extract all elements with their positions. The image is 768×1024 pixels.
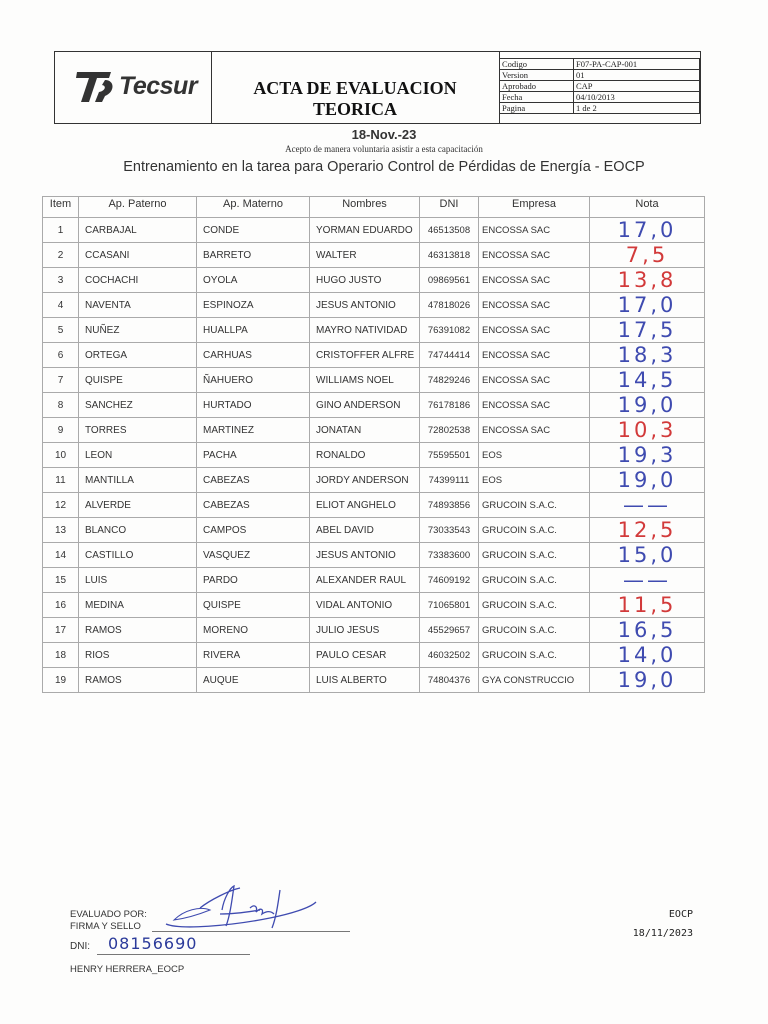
meta-value: 1 de 2 [574, 103, 700, 114]
column-header-materno: Ap. Materno [197, 197, 310, 218]
cell-nota: 12,5 [590, 518, 705, 543]
cell-empresa: GRUCOIN S.A.C. [479, 568, 590, 593]
cell-nota: 17,5 [590, 318, 705, 343]
column-header-dni: DNI [420, 197, 479, 218]
table-row [43, 568, 705, 593]
cell-empresa: ENCOSSA SAC [479, 368, 590, 393]
cell-dni: 46032502 [420, 643, 479, 668]
cell-paterno: CARBAJAL [79, 218, 197, 243]
cell-nota: 15,0 [590, 543, 705, 568]
document-title-line1: ACTA DE EVALUACION [253, 78, 457, 98]
table-row [43, 368, 705, 393]
cell-nombres: MAYRO NATIVIDAD [310, 318, 420, 343]
cell-empresa: GRUCOIN S.A.C. [479, 493, 590, 518]
cell-nota: 13,8 [590, 268, 705, 293]
cell-empresa: GRUCOIN S.A.C. [479, 593, 590, 618]
cell-nombres: LUIS ALBERTO [310, 668, 420, 693]
cell-nota: 19,0 [590, 393, 705, 418]
table-row [43, 518, 705, 543]
training-title: Entrenamiento en la tarea para Operario Control de Pérdidas de Energía - EOCP [123, 159, 645, 175]
cell-item: 12 [43, 493, 79, 518]
cell-paterno: LUIS [79, 568, 197, 593]
cell-dni: 74893856 [420, 493, 479, 518]
cell-materno: ÑAHUERO [197, 368, 310, 393]
table-row [43, 493, 705, 518]
cell-empresa: ENCOSSA SAC [479, 318, 590, 343]
cell-materno: CABEZAS [197, 468, 310, 493]
cell-nombres: ALEXANDER RAUL [310, 568, 420, 593]
meta-value: 04/10/2013 [574, 92, 700, 103]
cell-materno: HURTADO [197, 393, 310, 418]
meta-key: Codigo [500, 59, 574, 70]
cell-paterno: MANTILLA [79, 468, 197, 493]
cell-materno: BARRETO [197, 243, 310, 268]
cell-dni: 74744414 [420, 343, 479, 368]
cell-empresa: ENCOSSA SAC [479, 393, 590, 418]
cell-nombres: JESUS ANTONIO [310, 543, 420, 568]
footer-code: EOCP [668, 909, 693, 920]
cell-materno: HUALLPA [197, 318, 310, 343]
meta-key: Pagina [500, 103, 574, 114]
table-row [43, 343, 705, 368]
cell-nombres: ABEL DAVID [310, 518, 420, 543]
column-header-item: Item [43, 197, 79, 218]
cell-nota: 19,3 [590, 443, 705, 468]
cell-item: 13 [43, 518, 79, 543]
document-title-line2: TEORICA [312, 99, 397, 119]
meta-value: CAP [574, 81, 700, 92]
table-row [43, 393, 705, 418]
column-header-nota: Nota [590, 197, 705, 218]
cell-nota: 14,5 [590, 368, 705, 393]
cell-dni: 09869561 [420, 268, 479, 293]
tecsur-logo-icon [75, 66, 119, 106]
cell-dni: 45529657 [420, 618, 479, 643]
cell-paterno: SANCHEZ [79, 393, 197, 418]
cell-item: 6 [43, 343, 79, 368]
cell-nombres: CRISTOFFER ALFRE [310, 343, 420, 368]
cell-paterno: NUÑEZ [79, 318, 197, 343]
cell-nota: 17,0 [590, 293, 705, 318]
cell-item: 2 [43, 243, 79, 268]
cell-materno: RIVERA [197, 643, 310, 668]
cell-nombres: JULIO JESUS [310, 618, 420, 643]
cell-empresa: ENCOSSA SAC [479, 418, 590, 443]
cell-empresa: ENCOSSA SAC [479, 343, 590, 368]
cell-paterno: CCASANI [79, 243, 197, 268]
cell-nombres: JESUS ANTONIO [310, 293, 420, 318]
session-date: 18-Nov.-23 [351, 127, 417, 142]
cell-materno: AUQUE [197, 668, 310, 693]
cell-paterno: ORTEGA [79, 343, 197, 368]
column-header-empresa: Empresa [479, 197, 590, 218]
cell-nombres: GINO ANDERSON [310, 393, 420, 418]
cell-nombres: PAULO CESAR [310, 643, 420, 668]
cell-nombres: WILLIAMS NOEL [310, 368, 420, 393]
cell-dni: 74804376 [420, 668, 479, 693]
cell-nombres: YORMAN EDUARDO [310, 218, 420, 243]
cell-materno: CONDE [197, 218, 310, 243]
logo-cell [55, 52, 212, 123]
cell-paterno: QUISPE [79, 368, 197, 393]
cell-item: 9 [43, 418, 79, 443]
meta-value: 01 [574, 70, 700, 81]
table-row [43, 318, 705, 343]
table-row [43, 543, 705, 568]
logo-text: Tecsur [119, 72, 198, 100]
cell-materno: ESPINOZA [197, 293, 310, 318]
column-header-paterno: Ap. Paterno [79, 197, 197, 218]
cell-dni: 46313818 [420, 243, 479, 268]
cell-item: 1 [43, 218, 79, 243]
signature-label: FIRMA Y SELLO [70, 921, 141, 932]
meta-key: Fecha [500, 92, 574, 103]
cell-empresa: GRUCOIN S.A.C. [479, 643, 590, 668]
cell-dni: 72802538 [420, 418, 479, 443]
meta-key: Aprobado [500, 81, 574, 92]
consent-statement: Acepto de manera voluntaria asistir a esta capacitación [285, 144, 483, 154]
evaluation-table [42, 196, 705, 693]
evaluator-dni: 08156690 [108, 934, 198, 953]
table-header-row [43, 197, 705, 218]
meta-row [500, 81, 700, 92]
meta-key: Version [500, 70, 574, 81]
document-header [54, 51, 701, 124]
table-row [43, 218, 705, 243]
cell-nota: 10,3 [590, 418, 705, 443]
table-row [43, 293, 705, 318]
cell-empresa: GRUCOIN S.A.C. [479, 618, 590, 643]
cell-paterno: RIOS [79, 643, 197, 668]
cell-dni: 73033543 [420, 518, 479, 543]
cell-paterno: COCHACHI [79, 268, 197, 293]
cell-nombres: ELIOT ANGHELO [310, 493, 420, 518]
cell-item: 4 [43, 293, 79, 318]
cell-nombres: WALTER [310, 243, 420, 268]
title-cell [211, 52, 500, 123]
table-row [43, 268, 705, 293]
meta-row [500, 59, 700, 70]
evaluated-by-label: EVALUADO POR: [70, 909, 147, 920]
cell-nombres: JORDY ANDERSON [310, 468, 420, 493]
cell-nota: 14,0 [590, 643, 705, 668]
cell-dni: 74399111 [420, 468, 479, 493]
meta-row [500, 103, 700, 114]
cell-nota: 19,0 [590, 468, 705, 493]
cell-materno: QUISPE [197, 593, 310, 618]
cell-empresa: EOS [479, 468, 590, 493]
cell-dni: 73383600 [420, 543, 479, 568]
cell-dni: 76391082 [420, 318, 479, 343]
cell-dni: 47818026 [420, 293, 479, 318]
meta-row [500, 92, 700, 103]
cell-item: 8 [43, 393, 79, 418]
cell-paterno: CASTILLO [79, 543, 197, 568]
cell-materno: MORENO [197, 618, 310, 643]
cell-materno: VASQUEZ [197, 543, 310, 568]
cell-nombres: RONALDO [310, 443, 420, 468]
cell-materno: OYOLA [197, 268, 310, 293]
cell-nota: 16,5 [590, 618, 705, 643]
cell-paterno: MEDINA [79, 593, 197, 618]
cell-empresa: ENCOSSA SAC [479, 218, 590, 243]
table-row [43, 418, 705, 443]
cell-item: 5 [43, 318, 79, 343]
table-body [43, 218, 705, 693]
cell-nota: 17,0 [590, 218, 705, 243]
cell-item: 15 [43, 568, 79, 593]
cell-empresa: ENCOSSA SAC [479, 293, 590, 318]
cell-materno: CAMPOS [197, 518, 310, 543]
cell-nota: 18,3 [590, 343, 705, 368]
cell-item: 11 [43, 468, 79, 493]
cell-paterno: NAVENTA [79, 293, 197, 318]
cell-materno: PACHA [197, 443, 310, 468]
table-row [43, 668, 705, 693]
signature-line [152, 931, 350, 932]
cell-paterno: RAMOS [79, 618, 197, 643]
cell-empresa: GRUCOIN S.A.C. [479, 518, 590, 543]
table-row [43, 443, 705, 468]
evaluator-name: HENRY HERRERA_EOCP [70, 964, 185, 975]
footer-date: 18/11/2023 [632, 928, 693, 939]
cell-item: 19 [43, 668, 79, 693]
table-row [43, 243, 705, 268]
table-row [43, 468, 705, 493]
cell-nombres: JONATAN [310, 418, 420, 443]
document-meta-table [499, 58, 700, 114]
cell-materno: MARTINEZ [197, 418, 310, 443]
dni-line [97, 954, 250, 955]
handwritten-signature-icon [160, 880, 320, 936]
cell-paterno: LEON [79, 443, 197, 468]
cell-dni: 74609192 [420, 568, 479, 593]
cell-paterno: TORRES [79, 418, 197, 443]
cell-nota: 7,5 [590, 243, 705, 268]
cell-empresa: ENCOSSA SAC [479, 243, 590, 268]
cell-dni: 76178186 [420, 393, 479, 418]
cell-dni: 46513508 [420, 218, 479, 243]
cell-materno: PARDO [197, 568, 310, 593]
cell-paterno: RAMOS [79, 668, 197, 693]
cell-nombres: VIDAL ANTONIO [310, 593, 420, 618]
cell-empresa: GRUCOIN S.A.C. [479, 543, 590, 568]
cell-nota: —— [590, 568, 705, 593]
table-row [43, 593, 705, 618]
cell-dni: 74829246 [420, 368, 479, 393]
table-row [43, 618, 705, 643]
cell-paterno: ALVERDE [79, 493, 197, 518]
cell-empresa: EOS [479, 443, 590, 468]
cell-item: 3 [43, 268, 79, 293]
cell-paterno: BLANCO [79, 518, 197, 543]
cell-empresa: GYA CONSTRUCCIO [479, 668, 590, 693]
cell-item: 10 [43, 443, 79, 468]
cell-item: 14 [43, 543, 79, 568]
meta-value: F07-PA-CAP-001 [574, 59, 700, 70]
cell-materno: CABEZAS [197, 493, 310, 518]
meta-row [500, 70, 700, 81]
cell-nombres: HUGO JUSTO [310, 268, 420, 293]
cell-item: 7 [43, 368, 79, 393]
dni-label: DNI: [70, 941, 90, 952]
cell-dni: 71065801 [420, 593, 479, 618]
cell-item: 16 [43, 593, 79, 618]
cell-materno: CARHUAS [197, 343, 310, 368]
cell-nota: 11,5 [590, 593, 705, 618]
cell-nota: 19,0 [590, 668, 705, 693]
cell-item: 17 [43, 618, 79, 643]
cell-empresa: ENCOSSA SAC [479, 268, 590, 293]
table-row [43, 643, 705, 668]
column-header-nombres: Nombres [310, 197, 420, 218]
cell-dni: 75595501 [420, 443, 479, 468]
cell-nota: —— [590, 493, 705, 518]
cell-item: 18 [43, 643, 79, 668]
